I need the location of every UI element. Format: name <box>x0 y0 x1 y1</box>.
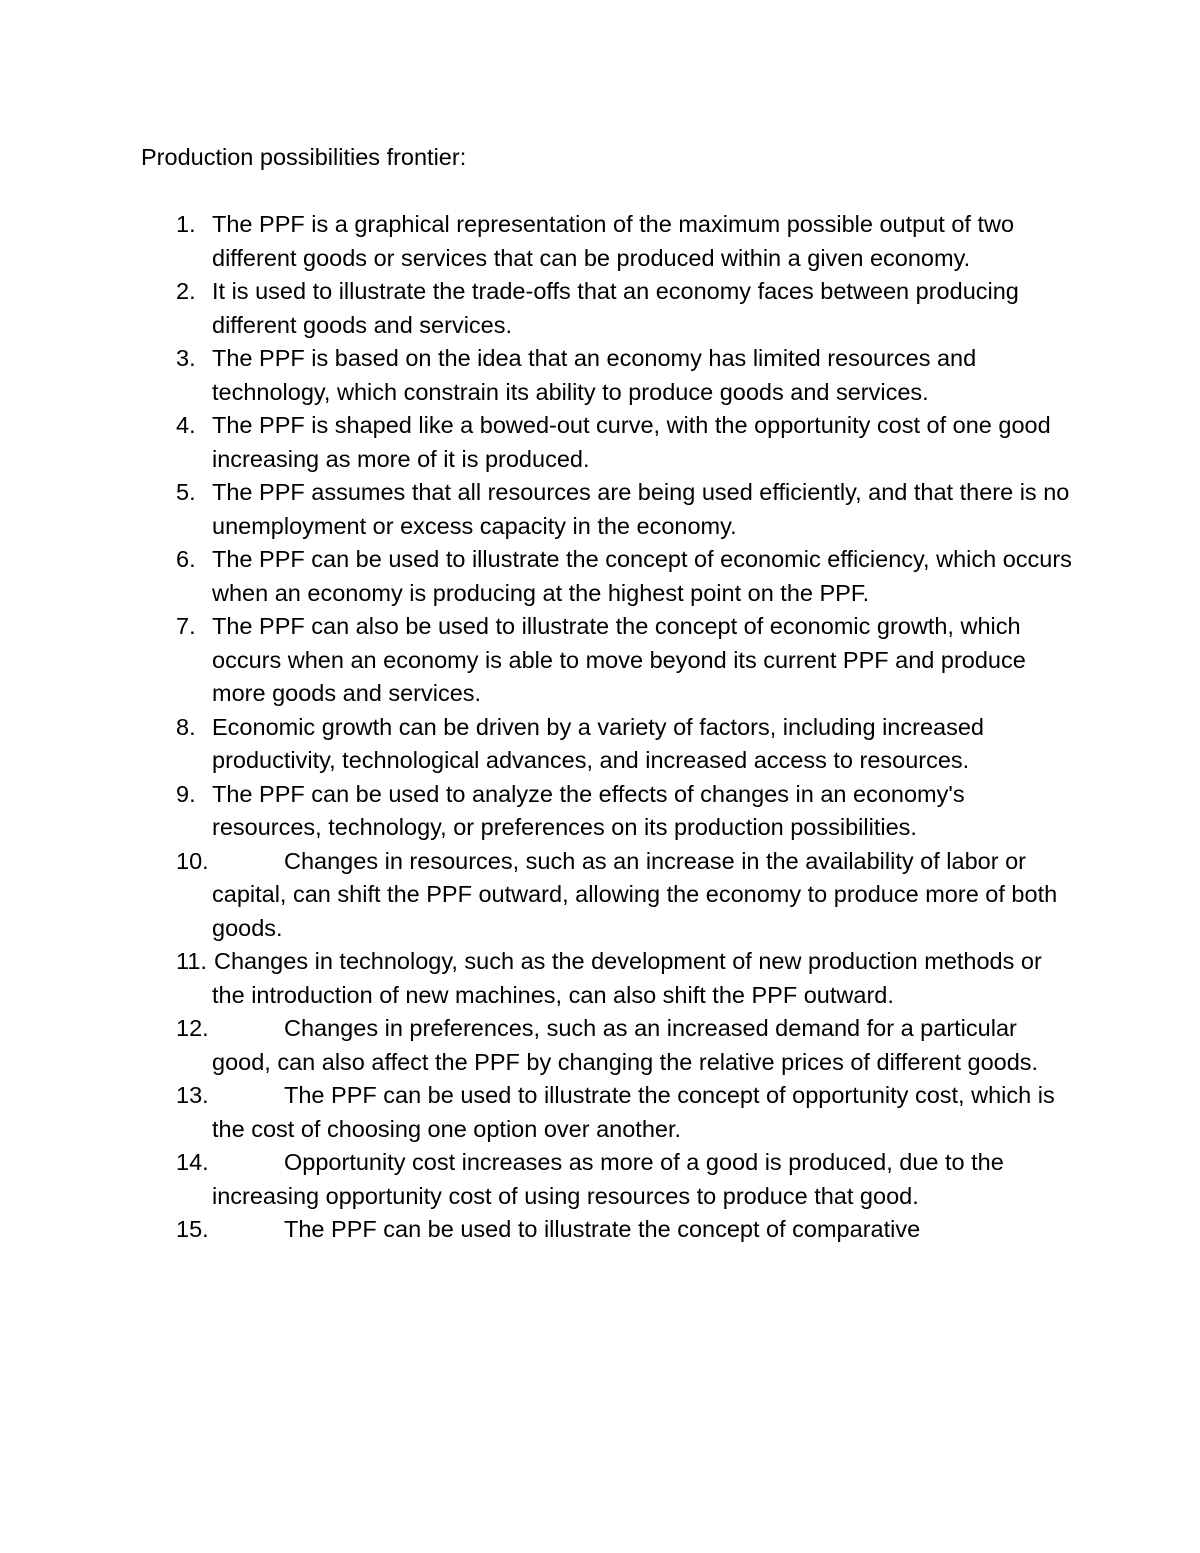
list-item-text: The PPF can be used to illustrate the concept of opportunity cost, which is the cost of choosing one option over another. <box>212 1082 1055 1142</box>
list-item-text: The PPF can be used to illustrate the concept of economic efficiency, which occurs when an economy is producing at the highest point on the PPF. <box>212 546 1072 606</box>
list-item <box>0 1213 1200 1247</box>
list-item-text: Changes in preferences, such as an increased demand for a particular good, can also affect the PPF by changing the relative prices of different goods. <box>212 1015 1039 1075</box>
list-item <box>0 409 1200 476</box>
list-item-text: Economic growth can be driven by a variety of factors, including increased productivity, technological advances, and increased access to resources. <box>212 713 984 773</box>
list-item <box>0 1146 1200 1213</box>
list-item <box>0 275 1200 342</box>
list-item-number: 5. <box>176 479 196 505</box>
list-item-number: 8. <box>176 713 196 740</box>
list-item-number: 7. <box>176 613 196 639</box>
list-item-number: 2. <box>176 278 196 304</box>
list-item <box>0 845 1200 946</box>
list-item <box>0 945 1200 1012</box>
list-item-number: 3. <box>176 345 196 371</box>
list-item <box>0 342 1200 409</box>
list-item <box>0 476 1200 543</box>
list-item <box>0 1012 1200 1079</box>
list-item-number: 14. <box>176 1149 209 1175</box>
list-item <box>0 711 1200 778</box>
list-item-text: The PPF is a graphical representation of the maximum possible output of two different goods or services that can be produced within a given economy. <box>212 211 1015 271</box>
list-item-text: The PPF can be used to analyze the effects of changes in an economy's resources, technology, or preferences on its production possibilities. <box>212 780 965 840</box>
list-item-number: 9. <box>176 780 196 807</box>
document-title: Production possibilities frontier: <box>141 144 467 170</box>
list-item-text: The PPF can be used to illustrate the concept of comparative <box>284 1216 921 1242</box>
list-item-number: 6. <box>176 546 196 572</box>
list-item <box>0 208 1200 275</box>
list-item-number: 10. <box>176 847 209 874</box>
list-item-number: 12. <box>176 1015 209 1041</box>
list-item <box>0 778 1200 845</box>
list-item-number: 1. <box>176 211 196 237</box>
list-item-number: 13. <box>176 1082 209 1108</box>
list-item-text: Opportunity cost increases as more of a good is produced, due to the increasing opportunity cost of using resources to produce that good. <box>212 1149 1004 1209</box>
list-item-number: 15. <box>176 1216 209 1242</box>
list-item-text: The PPF is shaped like a bowed-out curve, with the opportunity cost of one good increasing as more of it is produced. <box>212 412 1051 472</box>
list-item <box>0 1079 1200 1146</box>
list-item-text: It is used to illustrate the trade-offs that an economy faces between producing different goods and services. <box>212 278 1019 338</box>
list-item-text: The PPF can also be used to illustrate the concept of economic growth, which occurs when an economy is able to move beyond its current PPF and produce more goods and services. <box>212 613 1026 706</box>
list-item-text: Changes in resources, such as an increase in the availability of labor or capital, can shift the PPF outward, allowing the economy to produce more of both goods. <box>212 847 1058 941</box>
list-item-text: The PPF assumes that all resources are being used efficiently, and that there is no unemployment or excess capacity in the economy. <box>212 479 1070 539</box>
numbered-list <box>0 208 1200 1247</box>
list-item-number: 4. <box>176 412 196 438</box>
list-item-text: The PPF is based on the idea that an economy has limited resources and technology, which constrain its ability to produce goods and services. <box>212 345 977 405</box>
list-item-text: Changes in technology, such as the development of new production methods or the introduction of new machines, can also shift the PPF outward. <box>212 948 1042 1008</box>
list-item <box>0 610 1200 711</box>
list-item <box>0 543 1200 610</box>
list-item-number: 11. <box>176 948 207 974</box>
